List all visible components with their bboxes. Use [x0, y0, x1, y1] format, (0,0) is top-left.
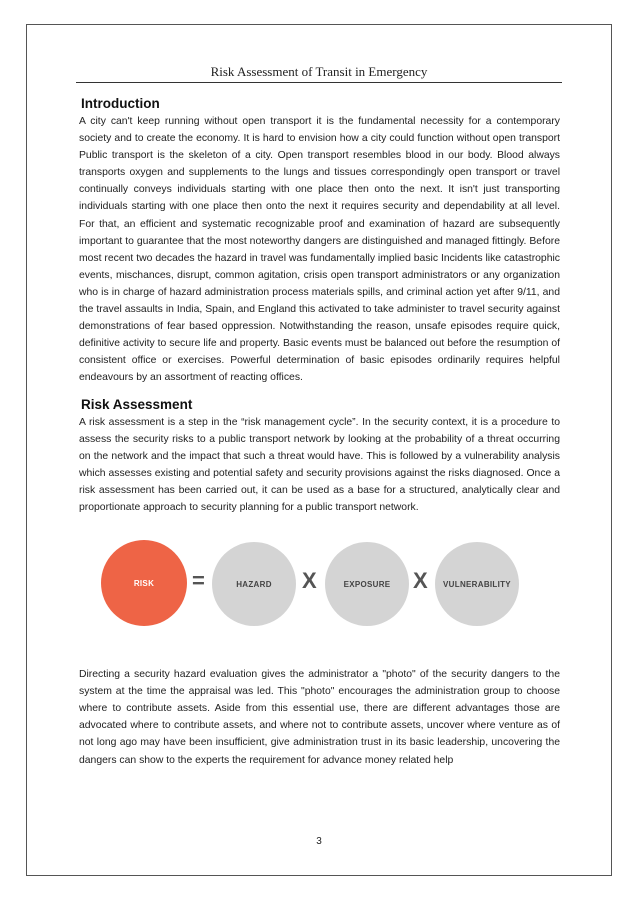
- page-number: 3: [316, 836, 322, 847]
- multiply-sign-1: X: [302, 568, 317, 594]
- multiply-sign-2: X: [413, 568, 428, 594]
- directing-paragraph: Directing a security hazard evaluation gives the administrator a "photo" of the security dangers to the system at the time the appraisal was led. This "photo" encourages the administration group to choose where to contribute assets. Aside from this essential use, there are different advantages those are advocated where to contribute assets, and where not to contribute assets, uncover where venture as of not long ago may have been insufficient, give administration trust in its basic leadership, uncovering the dangers can show to the experts the requirement for advance money related help: [79, 669, 560, 766]
- introduction-paragraph: A city can't keep running without open transport it is the fundamental necessity for a contemporary society and to create the economy. It is hard to envision how a city could function without open transport Public transport is the skeleton of a city. Open transport resembles blood in our body. Blood always transports oxygen and supplements to the lungs and tissues correspondingly open transport or travel continually conveys individuals starting with one place then onto the next. It isn't just transporting individuals starting with one place then onto the next it requires security and dependability at all level. For that, an efficient and systematic recognizable proof and examination of hazard are subsequently important to guarantee that the most noteworthy dangers are distinguished and managed fittingly. Before most recent two decades the hazard in travel was fundamentally implied basic Incidents like catastrophic events, mischances, disrupt, common agitation, crisis open transport administrators or any organization who is in charge of hazard administration process materials spills, and criminal action yet after 9/11, and the travel assaults in India, Spain, and England this activated to take administer to travel security against demonstrations of fear based oppression. Notwithstanding the reason, unsafe episodes require quick, definitive activity to secure life and property. Basic events must be balanced out before the resumption of consistent office or exercises. Powerful determination of basic episodes ordinarily requires helpful endeavours by an assortment of reacting offices.: [79, 116, 560, 384]
- risk-formula-diagram: [79, 538, 560, 658]
- page-content: [79, 96, 560, 769]
- risk-assessment-paragraph: A risk assessment is a step in the “risk management cycle”. In the security context, it is a procedure to assess the security risks to a public transport network by looking at the probability of a threat occurring on the network and the impact that such a threat would have. This is followed by a vulnerability analysis which assesses existing and potential safety and security provisions against the risks diagnosed. Once a risk assessment has been carried out, it can be used as a base for a structured, analytically clear and proportionate approach to security planning for a public transport network.: [79, 416, 560, 513]
- introduction-heading: Introduction: [81, 96, 160, 111]
- hazard-circle: HAZARD: [212, 542, 296, 626]
- exposure-circle: EXPOSURE: [325, 542, 409, 626]
- header-rule: [76, 82, 562, 83]
- running-header: Risk Assessment of Transit in Emergency: [210, 64, 428, 79]
- vulnerability-circle: VULNERABILITY: [435, 542, 519, 626]
- risk-assessment-heading: Risk Assessment: [81, 396, 193, 412]
- equals-sign: =: [192, 568, 205, 594]
- risk-circle: RISK: [101, 540, 187, 626]
